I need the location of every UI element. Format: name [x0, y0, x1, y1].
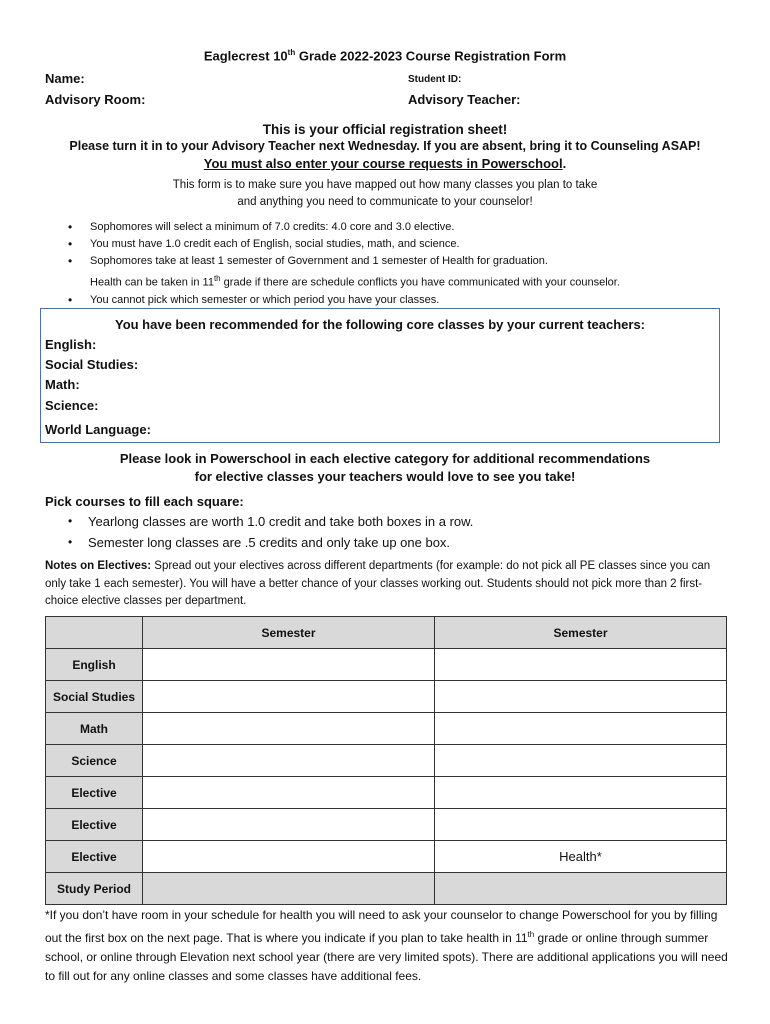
pick-item: • Yearlong classes are worth 1.0 credit and take both boxes in a row. — [66, 511, 726, 532]
rule-item: • Sophomores take at least 1 semester of Government and 1 semester of Health for graduation. — [66, 253, 736, 270]
rule-item: • Sophomores will select a minimum of 7.0 credits: 4.0 core and 3.0 elective. — [66, 219, 736, 236]
core-math-label: Math: — [45, 377, 80, 392]
rule-item: • You must have 1.0 credit each of English, social studies, math, and science. — [66, 236, 736, 253]
form-title: Eaglecrest 10th Grade 2022-2023 Course Registration Form — [203, 48, 567, 64]
rule-item: • You cannot pick which semester or which period you have your classes. — [66, 292, 736, 309]
course-cell[interactable] — [435, 777, 727, 809]
semester-2-header: Semester — [435, 617, 727, 649]
course-cell[interactable] — [143, 745, 435, 777]
row-label-elective: Elective — [46, 777, 143, 809]
course-cell[interactable] — [435, 873, 727, 905]
pick-courses-heading: Pick courses to fill each square: — [45, 494, 244, 509]
purpose-line-1: This form is to make sure you have mapped out how many classes you plan to take — [172, 179, 598, 191]
course-cell[interactable] — [143, 841, 435, 873]
course-cell[interactable] — [143, 873, 435, 905]
course-cell[interactable] — [143, 649, 435, 681]
purpose-line-2: and anything you need to communicate to your counselor! — [237, 196, 533, 208]
elective-recommendation-line-2: for elective classes your teachers would love to see you take! — [194, 469, 576, 484]
name-label: Name: — [45, 71, 85, 86]
notes-on-electives: Notes on Electives: Spread out your electives across different departments (for example: do not pick all PE classes since you can only take 1 each semester). You will have a better chance of your classes working out. Students should not pick more than 2 first-choice elective classes per department. — [45, 560, 711, 607]
row-label-english: English — [46, 649, 143, 681]
course-cell[interactable] — [435, 809, 727, 841]
core-recommendations-box — [40, 308, 720, 443]
pick-courses-list — [66, 511, 726, 553]
table-row — [46, 713, 727, 745]
course-cell[interactable] — [143, 809, 435, 841]
official-sheet-heading: This is your official registration sheet! — [262, 122, 508, 137]
corner-cell — [46, 617, 143, 649]
core-english-label: English: — [45, 337, 97, 352]
course-cell[interactable] — [435, 745, 727, 777]
student-id-label: Student ID: — [408, 74, 462, 85]
health-cell: Health* — [435, 841, 727, 873]
table-header-row — [46, 617, 727, 649]
turn-in-instruction: Please turn it in to your Advisory Teacher next Wednesday. If you are absent, bring it to Counseling ASAP! — [69, 139, 701, 153]
powerschool-instruction: You must also enter your course requests in Powerschool. — [203, 156, 567, 171]
core-heading: You have been recommended for the following core classes by your current teachers: — [114, 317, 646, 332]
row-label-social-studies: Social Studies — [46, 681, 143, 713]
row-label-elective: Elective — [46, 841, 143, 873]
row-label-science: Science — [46, 745, 143, 777]
course-cell[interactable] — [143, 713, 435, 745]
health-footnote: *If you don’t have room in your schedule for health you will need to ask your counselor to change Powerschool for you by filling out the first box on the next page. That is where you indicate if you plan to take health in 11th grade or online through summer school, or online through Elevation next school year (there are very limited spots). There are additional applications you will need to fill out for any online classes and some classes have additional fees. — [45, 908, 728, 983]
core-social-studies-label: Social Studies: — [45, 357, 139, 372]
table-row — [46, 649, 727, 681]
semester-1-header: Semester — [143, 617, 435, 649]
course-cell[interactable] — [435, 713, 727, 745]
table-row — [46, 841, 727, 873]
row-label-study-period: Study Period — [46, 873, 143, 905]
table-row — [46, 873, 727, 905]
schedule-table — [45, 616, 727, 905]
advisory-room-label: Advisory Room: — [45, 92, 146, 107]
table-row — [46, 681, 727, 713]
core-world-language-label: World Language: — [45, 422, 151, 437]
course-cell[interactable] — [435, 681, 727, 713]
row-label-math: Math — [46, 713, 143, 745]
elective-recommendation-line-1: Please look in Powerschool in each elective category for additional recommendations — [119, 451, 651, 466]
table-row — [46, 809, 727, 841]
course-cell[interactable] — [143, 777, 435, 809]
pick-item: • Semester long classes are .5 credits and only take up one box. — [66, 532, 726, 553]
rule-item-continuation: Health can be taken in 11th grade if there are schedule conflicts you have communicated with your counselor. — [90, 274, 620, 289]
course-cell[interactable] — [143, 681, 435, 713]
core-science-label: Science: — [45, 398, 99, 413]
row-label-elective: Elective — [46, 809, 143, 841]
table-row — [46, 777, 727, 809]
course-cell[interactable] — [435, 649, 727, 681]
advisory-teacher-label: Advisory Teacher: — [408, 92, 521, 107]
rules-list — [66, 219, 736, 309]
table-row — [46, 745, 727, 777]
